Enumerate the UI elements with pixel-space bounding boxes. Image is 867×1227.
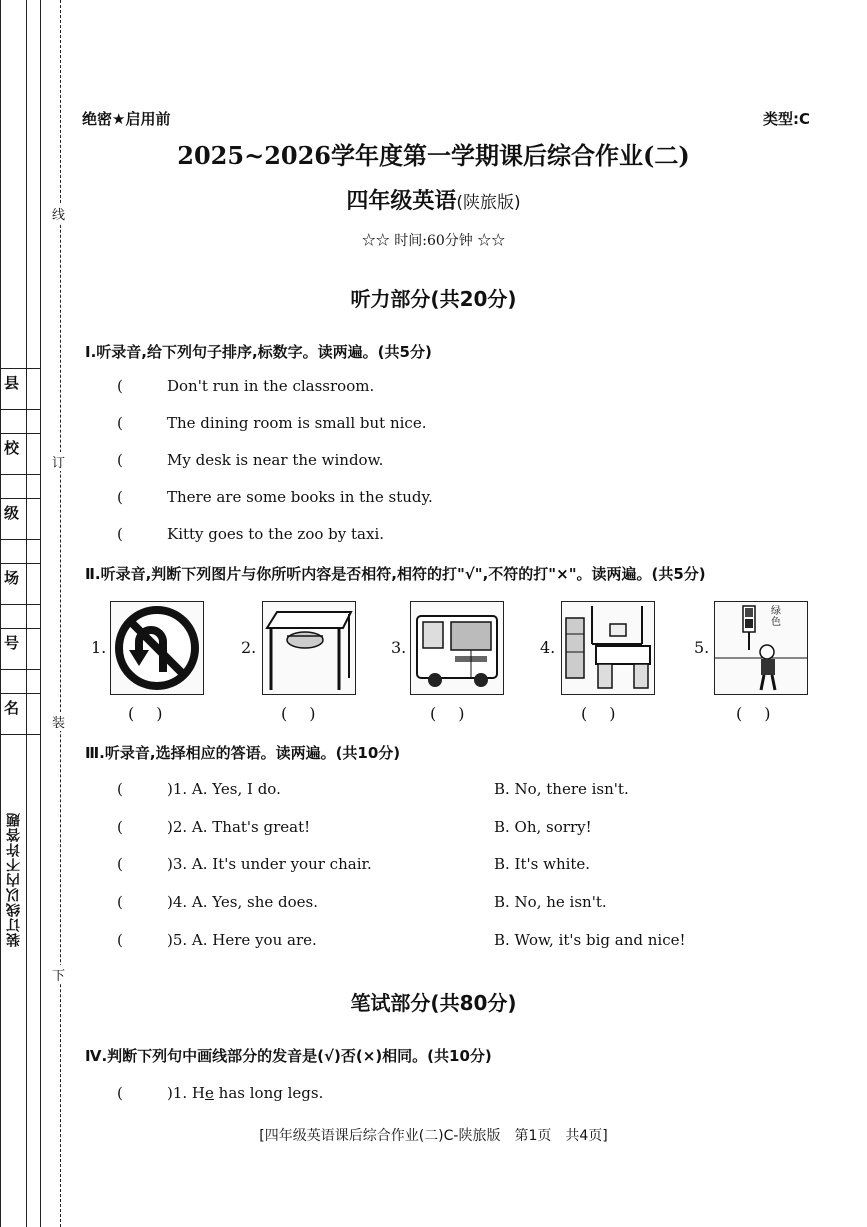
- question-row[interactable]: [117, 1084, 323, 1102]
- picture-number: 3.: [391, 638, 407, 657]
- study-picture: [561, 601, 655, 695]
- field-class[interactable]: [0, 498, 41, 540]
- traffic-light-picture: [714, 601, 808, 695]
- answer-paren: (: [117, 1084, 123, 1102]
- field-label: 校: [4, 439, 20, 457]
- field-school[interactable]: [0, 433, 41, 475]
- list-item[interactable]: [117, 451, 383, 469]
- field-label: 号: [4, 634, 20, 652]
- field-name[interactable]: [0, 693, 41, 735]
- field-label: 级: [4, 504, 20, 522]
- picture-number: 2.: [241, 638, 257, 657]
- option-a: )1. A. Yes, I do.: [167, 780, 281, 798]
- margin-mark-line: 线: [52, 204, 65, 223]
- margin-mark-bind: 装: [52, 712, 65, 731]
- listening-title: 听力部分(共20分): [350, 287, 517, 311]
- page-title: 2025~2026学年度第一学期课后综合作业(二): [177, 141, 690, 170]
- item-text: Kitty goes to the zoo by taxi.: [167, 525, 385, 543]
- answer-paren: (: [117, 525, 123, 543]
- item-text: There are some books in the study.: [167, 488, 433, 506]
- picture-number: 5.: [694, 638, 710, 657]
- field-exam-room[interactable]: [0, 563, 41, 605]
- subtitle-main: 四年级英语: [346, 189, 457, 214]
- question-row[interactable]: [117, 855, 372, 873]
- question-row[interactable]: [117, 931, 317, 949]
- answer-paren: (: [117, 780, 123, 798]
- option-a: )5. A. Here you are.: [167, 931, 317, 949]
- option-a: )2. A. That's great!: [167, 818, 311, 836]
- answer-paren[interactable]: (): [581, 704, 638, 723]
- page-subtitle: [0, 184, 867, 215]
- field-number[interactable]: [0, 628, 41, 670]
- item-text: My desk is near the window.: [167, 451, 384, 469]
- margin-mark-down: 下: [52, 965, 65, 984]
- answer-paren[interactable]: (): [281, 704, 338, 723]
- list-item[interactable]: [117, 525, 384, 543]
- secret-label: 绝密★启用前: [82, 110, 171, 128]
- table-with-bag-icon: [263, 602, 355, 694]
- question-row[interactable]: [117, 780, 281, 798]
- written-title: 笔试部分(共80分): [350, 991, 517, 1015]
- bus-icon: [411, 602, 503, 694]
- option-a: )3. A. It's under your chair.: [167, 855, 372, 873]
- answer-paren: (: [117, 855, 123, 873]
- item-text: )1. H: [167, 1084, 206, 1102]
- item-text: has long legs.: [213, 1084, 324, 1102]
- study-desk-icon: [562, 602, 654, 694]
- field-label: 场: [4, 569, 20, 587]
- picture-number: 1.: [91, 638, 107, 657]
- list-item[interactable]: [117, 488, 433, 506]
- answer-paren[interactable]: (): [430, 704, 487, 723]
- traffic-sign-text: 绿色: [771, 606, 781, 628]
- section-1-heading: Ⅰ.听录音,给下列句子排序,标数字。读两遍。(共5分): [85, 343, 432, 361]
- question-row[interactable]: [117, 818, 310, 836]
- item-text: The dining room is small but nice.: [167, 414, 427, 432]
- answer-paren[interactable]: (): [736, 704, 793, 723]
- option-b: B. No, there isn't.: [494, 780, 629, 798]
- field-county[interactable]: [0, 368, 41, 410]
- answer-paren: (: [117, 377, 123, 395]
- list-item[interactable]: [117, 414, 426, 432]
- answer-paren: (: [117, 488, 123, 506]
- no-u-turn-sign-picture: [110, 601, 204, 695]
- type-label: 类型:C: [763, 110, 811, 128]
- field-label: 名: [4, 699, 20, 717]
- list-item[interactable]: [117, 377, 374, 395]
- section-2-heading: Ⅱ.听录音,判断下列图片与你所听内容是否相符,相符的打"√",不符的打"×"。读两遍。(共5分): [85, 565, 706, 583]
- answer-paren: (: [117, 451, 123, 469]
- answer-paren[interactable]: (): [128, 704, 185, 723]
- table-picture: [262, 601, 356, 695]
- option-b: B. Wow, it's big and nice!: [494, 931, 686, 949]
- answer-paren: (: [117, 818, 123, 836]
- option-b: B. Oh, sorry!: [494, 818, 592, 836]
- option-a: )4. A. Yes, she does.: [167, 893, 318, 911]
- picture-number: 4.: [540, 638, 556, 657]
- subtitle-edition: (陕旅版): [456, 193, 521, 213]
- answer-paren: (: [117, 893, 123, 911]
- underlined-letter: e: [205, 1084, 214, 1102]
- section-4-heading: Ⅳ.判断下列句中画线部分的发音是(√)否(×)相同。(共10分): [85, 1047, 492, 1065]
- section-3-heading: Ⅲ.听录音,选择相应的答语。读两遍。(共10分): [85, 744, 401, 762]
- no-u-turn-icon: [111, 602, 203, 694]
- option-b: B. It's white.: [494, 855, 591, 873]
- answer-paren: (: [117, 931, 123, 949]
- field-label: 县: [4, 374, 20, 392]
- binding-note: 装订线以内不许答题: [6, 812, 22, 947]
- page-footer: [四年级英语课后综合作业(二)C-陕旅版 第1页 共4页]: [259, 1128, 608, 1144]
- margin-mark-order: 订: [52, 452, 65, 471]
- time-limit: ☆☆ 时间:60分钟 ☆☆: [361, 233, 506, 249]
- traffic-light-boy-icon: [715, 602, 807, 694]
- answer-paren: (: [117, 414, 123, 432]
- question-row[interactable]: [117, 893, 318, 911]
- item-text: Don't run in the classroom.: [167, 377, 375, 395]
- option-b: B. No, he isn't.: [494, 893, 607, 911]
- bus-picture: [410, 601, 504, 695]
